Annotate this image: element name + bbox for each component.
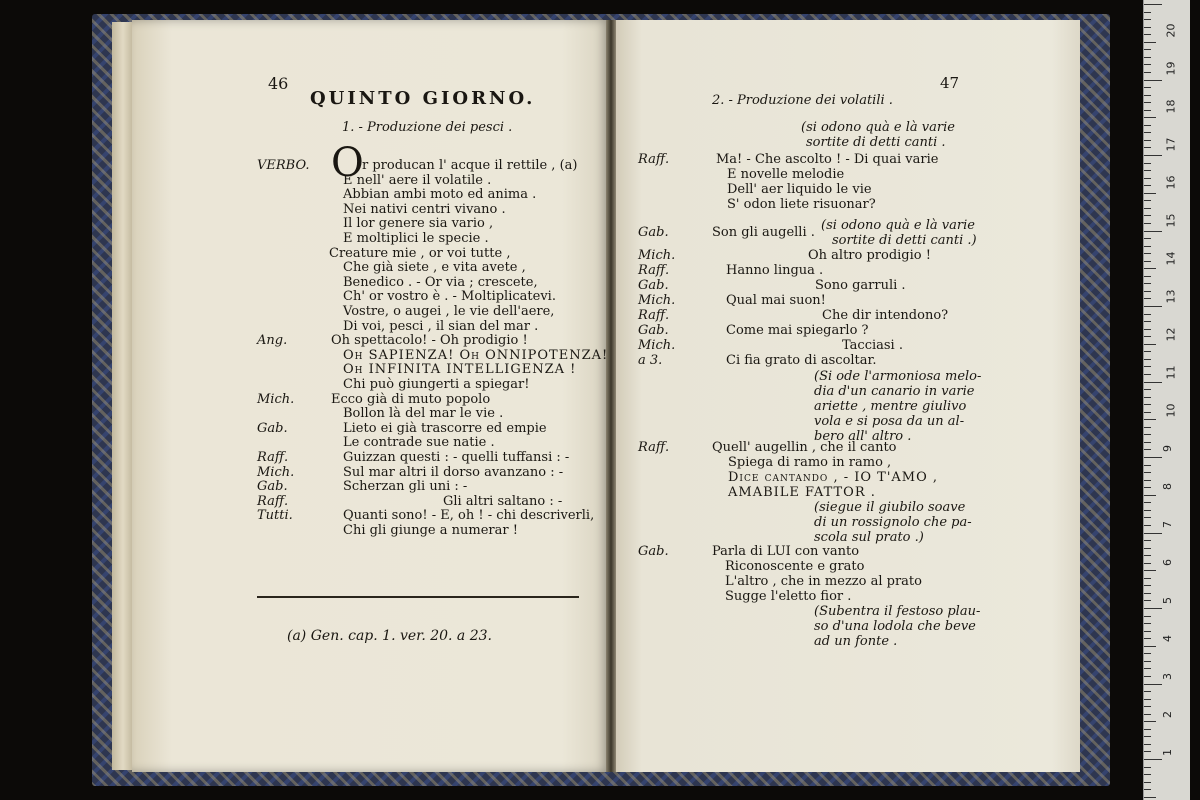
ruler-tick [1144, 729, 1151, 730]
ruler-tick [1144, 404, 1151, 405]
left-page-number: 46 [268, 74, 289, 93]
speaker-label: a 3. [638, 353, 663, 368]
ruler-tick [1144, 646, 1156, 647]
verse-line: Oh spettacolo! - Oh prodigio ! [331, 333, 528, 349]
ruler-tick [1144, 95, 1151, 96]
verse-line: S' odon liete risuonar? [727, 197, 876, 212]
ruler-tick [1144, 736, 1151, 737]
ruler-tick [1144, 336, 1151, 337]
ruler-tick [1144, 321, 1151, 322]
verse-line: Chi gli giunge a numerar ! [343, 523, 518, 538]
ruler-tick [1144, 253, 1151, 254]
ruler-tick [1144, 298, 1151, 299]
speaker-label: Raff. [638, 308, 670, 323]
footnote-rule [257, 596, 579, 598]
ruler-tick [1144, 691, 1151, 692]
ruler-tick [1144, 19, 1151, 20]
ruler-tick [1144, 442, 1151, 443]
ruler-tick [1144, 80, 1162, 81]
ruler-tick [1144, 102, 1151, 103]
ruler-tick [1144, 578, 1151, 579]
ruler-number: 16 [1164, 175, 1178, 190]
ruler-tick [1144, 155, 1162, 156]
ruler-number: 18 [1164, 99, 1178, 114]
ruler-tick [1144, 314, 1151, 315]
verse-line: (Si ode l'armoniosa melo- [814, 369, 982, 384]
verse-line: E nell' aere il volatile . [343, 172, 492, 188]
ruler-tick [1144, 759, 1162, 760]
ruler-tick [1144, 4, 1162, 5]
ruler-tick [1144, 495, 1156, 496]
ruler-tick [1144, 600, 1151, 601]
ruler-tick [1144, 238, 1151, 239]
ruler-tick [1144, 170, 1151, 171]
ruler-tick [1144, 563, 1151, 564]
ruler-tick [1144, 200, 1151, 201]
verse-line: Creature mie , or voi tutte , [329, 245, 511, 261]
speaker-label: Mich. [638, 248, 676, 263]
verse-line: r producan l' acque il rettile , (a) [362, 158, 578, 173]
speaker-label: Tutti. [257, 508, 293, 524]
verse-line: Ma! - Che ascolto ! - Di quai varie [716, 152, 939, 167]
ruler-tick [1144, 185, 1151, 186]
left-section-title: 1. - Produzione dei pesci . [342, 120, 513, 135]
ruler-tick [1144, 789, 1151, 790]
ruler-tick [1144, 638, 1151, 639]
verse-line: Sul mar altri il dorso avanzano : - [343, 464, 564, 480]
book-gutter [606, 20, 616, 772]
speaker-label: Raff. [257, 493, 289, 509]
verse-line: Oh altro prodigio ! [808, 248, 931, 263]
ruler-tick [1144, 517, 1151, 518]
verse-line: vola e si posa da un al- [814, 414, 965, 429]
verse-line: (si odono quà e là varie [821, 218, 975, 233]
footnote: (a) Gen. cap. 1. ver. 20. a 23. [287, 628, 492, 644]
ruler-tick [1144, 193, 1156, 194]
verse-line: Gli altri saltano : - [443, 493, 563, 509]
speaker-label: Gab. [257, 420, 288, 436]
ruler-tick [1144, 57, 1151, 58]
ruler-number: 9 [1161, 445, 1174, 452]
ruler-number: 14 [1164, 251, 1178, 266]
verse-line: Hanno lingua . [726, 263, 824, 278]
verse-line: bero all' altro . [814, 429, 912, 444]
verse-line: Ci fia grato di ascoltar. [726, 353, 877, 368]
verse-line: (siegue il giubilo soave [814, 500, 966, 515]
ruler-number: 19 [1164, 61, 1178, 76]
ruler-tick [1144, 457, 1162, 458]
ruler-tick [1144, 34, 1151, 35]
ruler-tick [1144, 449, 1151, 450]
ruler-tick [1144, 533, 1162, 534]
verse-line: AMABILE FATTOR . [728, 485, 876, 500]
ruler-tick [1144, 117, 1156, 118]
ruler-tick [1144, 465, 1151, 466]
ruler-tick [1144, 616, 1151, 617]
ruler-tick [1144, 699, 1151, 700]
chapter-heading: QUINTO GIORNO. [310, 88, 536, 109]
ruler-tick [1144, 163, 1151, 164]
verse-line: Tacciasi . [842, 338, 903, 353]
ruler-number: 3 [1161, 673, 1174, 680]
ruler-tick [1144, 366, 1151, 367]
ruler-tick [1144, 42, 1156, 43]
ruler-tick [1144, 49, 1151, 50]
speaker-label: Gab. [638, 323, 669, 338]
ruler-tick [1144, 382, 1162, 383]
verse-line: Abbian ambi moto ed anima . [343, 187, 537, 203]
verse-line: Che già siete , e vita avete , [343, 260, 526, 276]
verse-line: Nei nativi centri vivano . [343, 201, 506, 217]
verse-line: Guizzan questi : - quelli tuffansi : - [343, 450, 570, 465]
ruler-number: 17 [1164, 137, 1178, 152]
verse-line: Son gli augelli . [712, 225, 815, 240]
ruler-number: 12 [1164, 327, 1178, 342]
verse-line: Parla di LUI con vanto [712, 544, 860, 559]
ruler-tick [1144, 585, 1151, 586]
verse-line: Ch' or vostro è . - Moltiplicatevi. [343, 289, 556, 305]
ruler-tick [1144, 351, 1151, 352]
measuring-ruler [1143, 0, 1190, 800]
ruler-number: 5 [1161, 597, 1174, 604]
ruler-tick [1144, 231, 1162, 232]
ruler-tick [1144, 132, 1151, 133]
ruler-tick [1144, 472, 1151, 473]
verse-line: Ecco già di muto popolo [331, 391, 491, 407]
ruler-tick [1144, 223, 1151, 224]
ruler-tick [1144, 412, 1151, 413]
verse-line: Oh SAPIENZA! Oh ONNIPOTENZA! [343, 347, 609, 363]
right-section-title: 2. - Produzione dei volatili . [712, 93, 893, 108]
ruler-number: 7 [1161, 521, 1174, 528]
verse-line: E novelle melodie [727, 167, 845, 182]
verse-line: (si odono quà e là varie [801, 120, 955, 135]
verse-line: E moltiplici le specie . [343, 231, 489, 246]
verse-line: Benedico . - Or via ; crescete, [343, 274, 538, 290]
ruler-number: 2 [1161, 711, 1174, 718]
ruler-number: 13 [1164, 289, 1178, 304]
ruler-tick [1144, 276, 1151, 277]
verse-line: Come mai spiegarlo ? [726, 323, 869, 338]
speaker-label: Raff. [638, 263, 670, 278]
ruler-tick [1144, 480, 1151, 481]
ruler-tick [1144, 147, 1151, 148]
verse-line: dia d'un canario in varie [814, 384, 975, 399]
ruler-tick [1144, 510, 1151, 511]
ruler-tick [1144, 767, 1151, 768]
ruler-tick [1144, 178, 1151, 179]
ruler-tick [1144, 110, 1151, 111]
verse-line: di un rossignolo che pa- [814, 515, 972, 530]
verse-line: (Subentra il festoso plau- [814, 604, 981, 619]
ruler-tick [1144, 291, 1151, 292]
ruler-tick [1144, 782, 1151, 783]
ruler-tick [1144, 774, 1151, 775]
ruler-number: 6 [1161, 559, 1174, 566]
ruler-tick [1144, 283, 1151, 284]
ruler-tick [1144, 27, 1151, 28]
speaker-label: Raff. [638, 152, 670, 167]
speaker-label: Gab. [638, 544, 669, 559]
verse-line: Le contrade sue natie . [343, 435, 495, 451]
ruler-tick [1144, 593, 1151, 594]
speaker-label: Gab. [638, 278, 669, 293]
ruler-tick [1144, 668, 1151, 669]
ruler-tick [1144, 261, 1151, 262]
speaker-label: Raff. [257, 450, 289, 465]
ruler-tick [1144, 653, 1151, 654]
ruler-tick [1144, 684, 1162, 685]
ruler-tick [1144, 744, 1151, 745]
ruler-number: 11 [1164, 365, 1178, 380]
ruler-tick [1144, 208, 1151, 209]
verse-line: Di voi, pesci , il sian del mar . [343, 318, 539, 334]
ruler-tick [1144, 721, 1156, 722]
verse-line: Bollon là del mar le vie . [343, 406, 504, 422]
ruler-tick [1144, 661, 1151, 662]
ruler-tick [1144, 215, 1151, 216]
speaker-label: VERBO. [257, 158, 310, 173]
ruler-tick [1144, 64, 1151, 65]
ruler-tick [1144, 419, 1156, 420]
verse-line: Sugge l'eletto fior . [725, 589, 852, 604]
ruler-tick [1144, 540, 1151, 541]
ruler-number: 4 [1161, 635, 1174, 642]
ruler-tick [1144, 397, 1151, 398]
ruler-tick [1144, 268, 1156, 269]
verse-line: Sono garruli . [815, 278, 906, 293]
speaker-label: Raff. [638, 440, 670, 455]
ruler-tick [1144, 359, 1151, 360]
ruler-number: 1 [1161, 749, 1174, 756]
verse-line: Dice cantando , - IO T'AMO , [728, 470, 939, 485]
drop-cap: O [331, 140, 364, 186]
ruler-tick [1144, 714, 1151, 715]
verse-line: Quanti sono! - E, oh ! - chi descriverli, [343, 508, 595, 524]
ruler-number: 15 [1164, 213, 1178, 228]
ruler-tick [1144, 676, 1151, 677]
speaker-label: Gab. [638, 225, 669, 240]
ruler-tick [1144, 751, 1151, 752]
ruler-tick [1144, 140, 1151, 141]
ruler-tick [1144, 329, 1151, 330]
ruler-tick [1144, 623, 1151, 624]
speaker-label: Gab. [257, 479, 288, 495]
ruler-tick [1144, 608, 1162, 609]
ruler-number: 8 [1161, 483, 1174, 490]
ruler-tick [1144, 246, 1151, 247]
ruler-tick [1144, 389, 1151, 390]
speaker-label: Mich. [638, 338, 676, 353]
verse-line: so d'una lodola che beve [814, 619, 976, 634]
ruler-tick [1144, 555, 1151, 556]
verse-line: Spiega di ramo in ramo , [728, 455, 892, 470]
verse-line: Lieto ei già trascorre ed empie [343, 420, 547, 436]
verse-line: Quell' augellin , che il canto [712, 440, 897, 455]
verse-line: Scherzan gli uni : - [343, 479, 468, 495]
ruler-tick [1144, 427, 1151, 428]
ruler-tick [1144, 797, 1156, 798]
verse-line: Che dir intendono? [822, 308, 949, 323]
speaker-label: Mich. [257, 464, 295, 480]
verse-line: Dell' aer liquido le vie [727, 182, 872, 197]
ruler-tick [1144, 631, 1151, 632]
ruler-tick [1144, 487, 1151, 488]
verse-line: Chi può giungerti a spiegar! [343, 377, 530, 392]
ruler-tick [1144, 306, 1162, 307]
ruler-tick [1144, 72, 1151, 73]
verse-line: L'altro , che in mezzo al prato [725, 574, 922, 589]
ruler-tick [1144, 374, 1151, 375]
ruler-tick [1144, 344, 1156, 345]
speaker-label: Mich. [638, 293, 676, 308]
verse-line: sortite di detti canti .) [832, 233, 977, 248]
ruler-number: 10 [1164, 403, 1178, 418]
verse-line: Qual mai suon! [726, 293, 826, 308]
ruler-tick [1144, 548, 1151, 549]
ruler-tick [1144, 434, 1151, 435]
ruler-tick [1144, 502, 1151, 503]
ruler-tick [1144, 570, 1156, 571]
verse-line: Riconoscente e grato [725, 559, 865, 574]
ruler-tick [1144, 525, 1151, 526]
speaker-label: Mich. [257, 391, 295, 407]
ruler-tick [1144, 706, 1151, 707]
verse-line: ariette , mentre giulivo [814, 399, 967, 414]
verse-line: scola sul prato .) [814, 530, 924, 545]
verse-line: sortite di detti canti . [806, 135, 946, 150]
verse-line: ad un fonte . [814, 634, 898, 649]
ruler-tick [1144, 12, 1151, 13]
right-page-number: 47 [940, 74, 960, 92]
verse-line: Oh INFINITA INTELLIGENZA ! [343, 362, 577, 378]
ruler-tick [1144, 87, 1151, 88]
speaker-label: Ang. [257, 333, 288, 349]
verse-line: Vostre, o augei , le vie dell'aere, [343, 304, 555, 319]
verse-line: Il lor genere sia vario , [343, 216, 494, 232]
ruler-tick [1144, 125, 1151, 126]
ruler-number: 20 [1164, 23, 1178, 38]
page-edges [112, 22, 134, 770]
